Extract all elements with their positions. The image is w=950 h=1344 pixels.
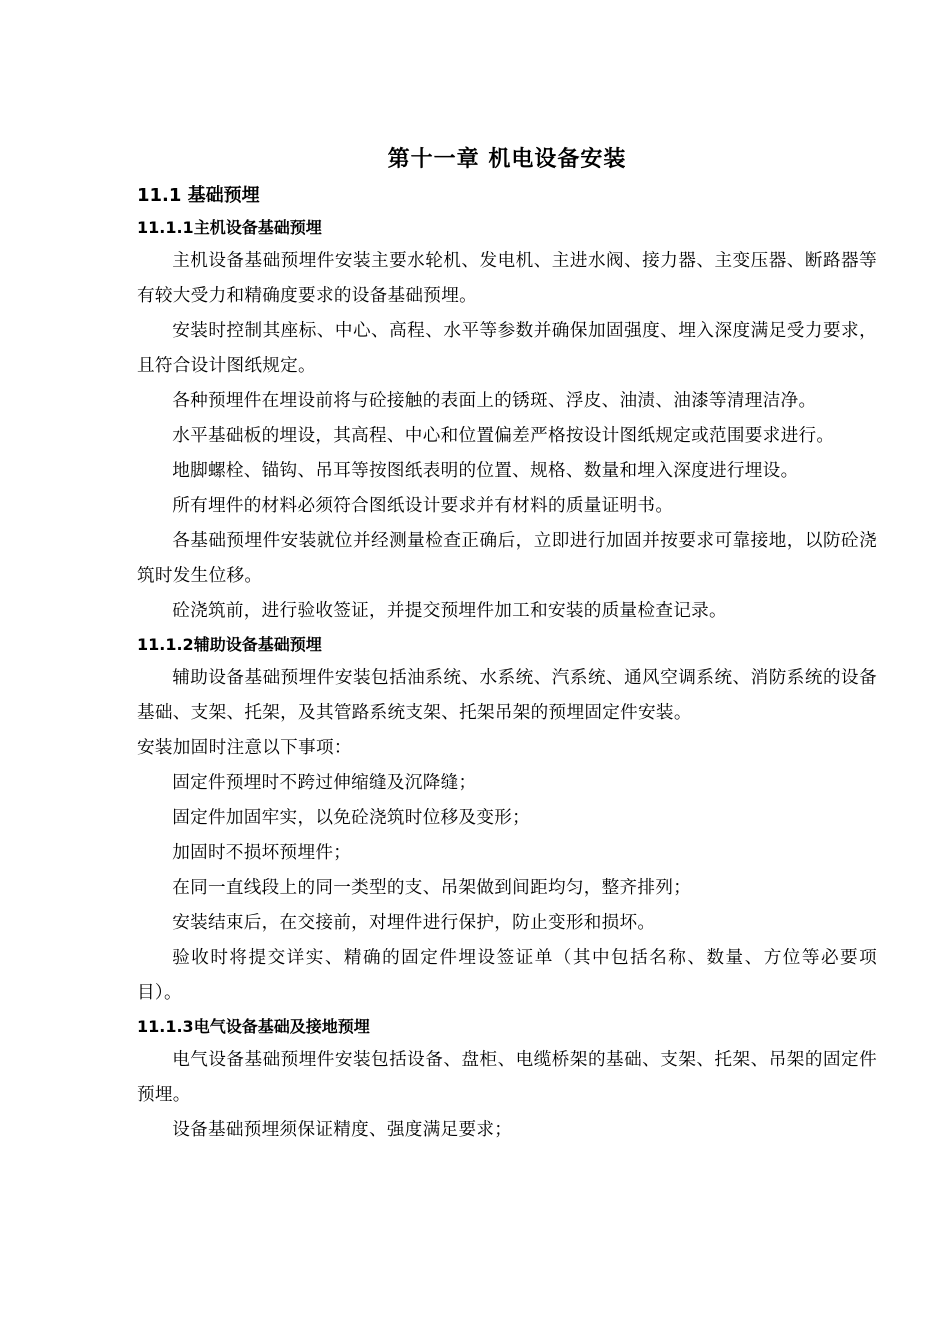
subsection <box>137 629 877 1011</box>
subsection-title: 11.1.2辅助设备基础预埋 <box>137 635 322 654</box>
paragraph: 安装加固时注意以下事项： <box>137 738 352 758</box>
subsection <box>137 212 877 629</box>
subsection-title: 11.1.1主机设备基础预埋 <box>137 218 322 237</box>
paragraph: 主机设备基础预埋件安装主要水轮机、发电机、主进水阀、接力器、主变压器、断路器等有较大受力和精确度要求的设备基础预埋。 <box>137 251 877 306</box>
paragraph: 各基础预埋件安装就位并经测量检查正确后，立即进行加固并按要求可靠接地，以防砼浇筑时发生位移。 <box>137 531 877 586</box>
paragraph: 验收时将提交详实、精确的固定件埋设签证单（其中包括名称、数量、方位等必要项目）。 <box>137 948 877 1003</box>
subsection <box>137 1011 877 1148</box>
document-content <box>137 140 877 1148</box>
paragraph: 安装时控制其座标、中心、高程、水平等参数并确保加固强度、埋入深度满足受力要求，且符合设计图纸规定。 <box>137 321 877 376</box>
paragraph: 各种预埋件在埋设前将与砼接触的表面上的锈斑、浮皮、油渍、油漆等清理洁净。 <box>172 391 817 411</box>
paragraph: 所有埋件的材料必须符合图纸设计要求并有材料的质量证明书。 <box>172 496 674 516</box>
paragraph: 砼浇筑前，进行验收签证，并提交预埋件加工和安装的质量检查记录。 <box>172 601 727 621</box>
paragraph: 水平基础板的埋设，其高程、中心和位置偏差严格按设计图纸规定或范围要求进行。 <box>172 426 835 446</box>
section-title: 11.1 基础预埋 <box>137 185 260 206</box>
paragraph: 设备基础预埋须保证精度、强度满足要求； <box>172 1120 513 1140</box>
list-item: 加固时不损坏预埋件； <box>172 843 352 863</box>
list-item: 固定件加固牢实，以免砼浇筑时位移及变形； <box>172 808 531 828</box>
list-item: 安装结束后，在交接前，对埋件进行保护，防止变形和损坏。 <box>172 913 656 933</box>
chapter-title: 第十一章 机电设备安装 <box>387 147 627 172</box>
paragraph: 地脚螺栓、锚钩、吊耳等按图纸表明的位置、规格、数量和埋入深度进行埋设。 <box>172 461 799 481</box>
paragraph: 辅助设备基础预埋件安装包括油系统、水系统、汽系统、通风空调系统、消防系统的设备基础、支架、托架，及其管路系统支架、托架吊架的预埋固定件安装。 <box>137 668 877 723</box>
list-item: 固定件预埋时不跨过伸缩缝及沉降缝； <box>172 773 477 793</box>
subsection-title: 11.1.3电气设备基础及接地预埋 <box>137 1017 370 1036</box>
paragraph: 电气设备基础预埋件安装包括设备、盘柜、电缆桥架的基础、支架、托架、吊架的固定件预埋。 <box>137 1050 877 1105</box>
list-item: 在同一直线段上的同一类型的支、吊架做到间距均匀，整齐排列； <box>172 878 692 898</box>
